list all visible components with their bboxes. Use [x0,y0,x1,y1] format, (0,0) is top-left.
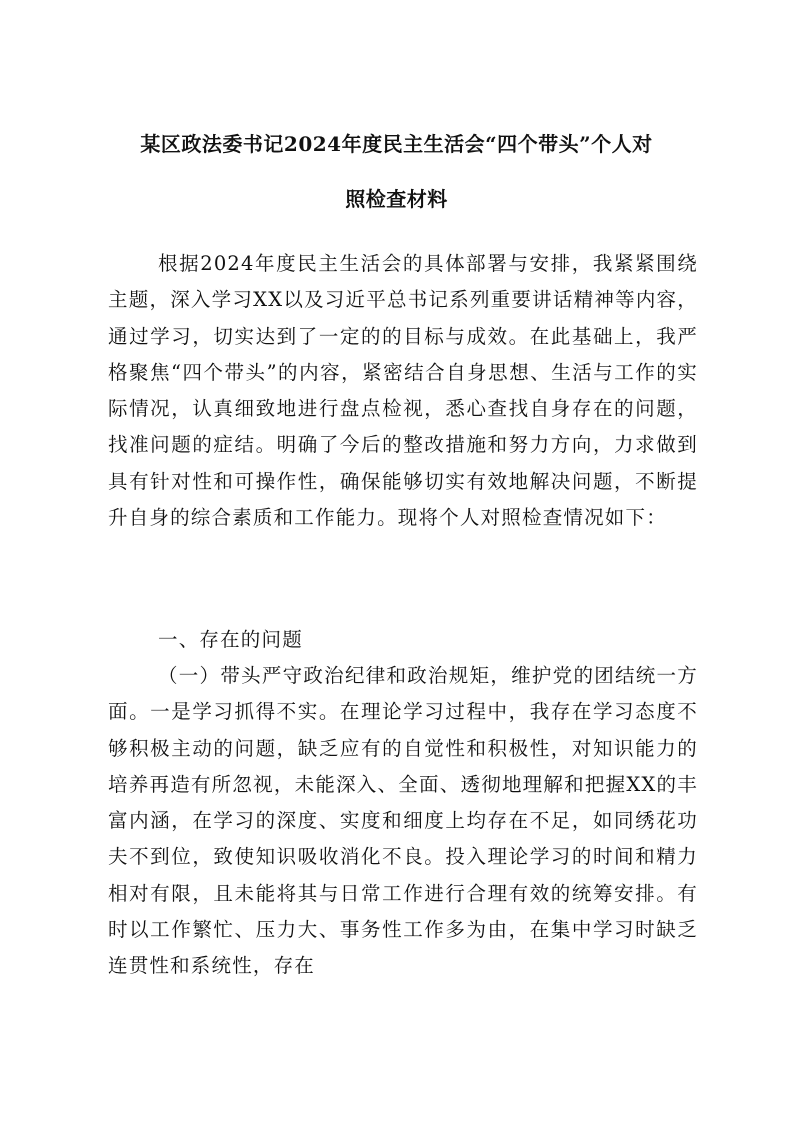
body-paragraph-political-discipline: （一）带头严守政治纪律和政治规矩，维护党的团结统一方面。一是学习抓得不实。在理论学习过程中，我存在学习态度不够积极主动的问题，缺乏应有的自觉性和积极性，对知识能力的培养再造有所忽视，未能深入、全面、透彻地理解和把握XX的丰富内涵，在学习的深度、实度和细度上均存在不足，如同绣花功夫不到位，致使知识吸收消化不良。投入理论学习的时间和精力相对有限，且未能将其与日常工作进行合理有效的统筹安排。有时以工作繁忙、压力大、事务性工作多为由，在集中学习时缺乏连贯性和系统性，存在 [108,664,698,978]
document-title-line-1: 某区政法委书记2024年度民主生活会“四个带头”个人对 [140,132,653,156]
document-title-line-2: 照检查材料 [345,187,448,211]
intro-paragraph: 根据2024年度民主生活会的具体部署与安排，我紧紧围绕主题，深入学习XX以及习近平总书记系列重要讲话精神等内容，通过学习，切实达到了一定的的目标与成效。在此基础上，我严格聚焦“四个带头”的内容，紧密结合自身思想、生活与工作的实际情况，认真细致地进行盘点检视，悉心查找自身存在的问题，找准问题的症结。明确了今后的整改措施和努力方向，力求做到具有针对性和可操作性，确保能够切实有效地解决问题，不断提升自身的综合素质和工作能力。现将个人对照检查情况如下： [108,252,698,530]
section-heading-problems: 一、存在的问题 [158,628,303,651]
